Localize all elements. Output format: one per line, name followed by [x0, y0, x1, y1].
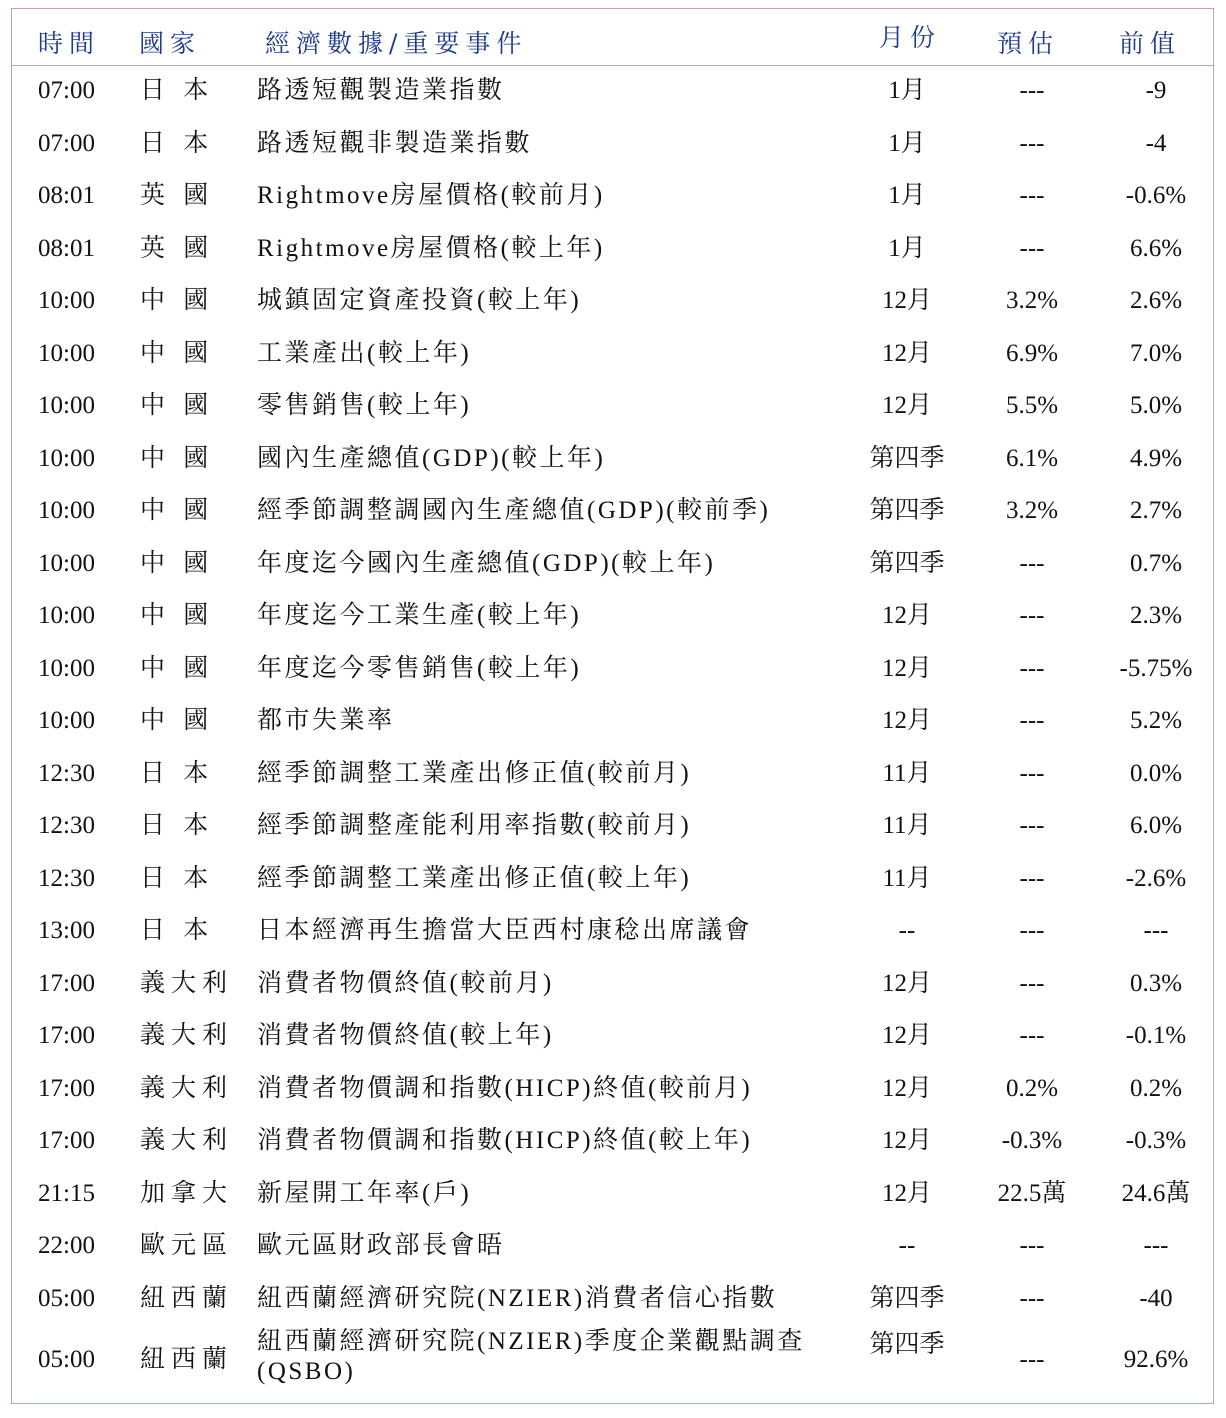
cell-previous: 5.0%: [1129, 392, 1183, 419]
cell-event: 經季節調整工業產出修正值(較前月): [257, 759, 692, 787]
table-row: [0, 590, 1226, 642]
header-previous: 前值: [1119, 29, 1182, 58]
cell-event: 年度迄今工業生產(較上年): [257, 602, 582, 629]
cell-month: 12月: [881, 969, 932, 997]
cell-forecast: ---: [1019, 182, 1045, 209]
cell-month: 1月: [888, 182, 926, 209]
cell-event: Rightmove房屋價格(較前月): [257, 182, 605, 209]
cell-time: 10:00: [38, 654, 95, 682]
cell-month: 12月: [881, 1074, 932, 1102]
table-row: [0, 1273, 1226, 1325]
cell-event: 紐西蘭經濟研究院(NZIER)消費者信心指數: [257, 1284, 778, 1312]
cell-previous: -9: [1145, 77, 1167, 104]
cell-time: 13:00: [38, 917, 95, 944]
cell-previous: 2.6%: [1129, 287, 1183, 314]
cell-event: 國內生產總值(GDP)(較上年): [257, 444, 606, 472]
cell-previous: 24.6萬: [1121, 1179, 1191, 1207]
cell-month: 第四季: [869, 1284, 945, 1312]
cell-month: 1月: [888, 77, 926, 104]
cell-time: 12:30: [38, 759, 95, 787]
cell-event: 經季節調整調國內生產總值(GDP)(較前季): [257, 497, 771, 524]
cell-country: 義大利: [140, 1074, 234, 1102]
cell-country: 紐西蘭: [140, 1346, 234, 1373]
cell-month: 12月: [881, 1127, 932, 1154]
cell-time: 10:00: [38, 444, 95, 472]
cell-forecast: ---: [1019, 1022, 1045, 1049]
cell-time: 07:00: [38, 129, 95, 157]
table-row: [0, 695, 1226, 747]
table-row: [0, 485, 1226, 537]
cell-month: 11月: [882, 864, 932, 892]
cell-country: 日 本: [140, 917, 215, 944]
cell-forecast: ---: [1019, 549, 1045, 577]
cell-event: Rightmove房屋價格(較上年): [257, 234, 605, 262]
cell-event: 經季節調整工業產出修正值(較上年): [257, 864, 692, 892]
cell-forecast: 3.2%: [1005, 497, 1059, 524]
cell-country: 義大利: [140, 1022, 234, 1049]
cell-country: 義大利: [140, 1127, 234, 1154]
cell-event: 路透短觀非製造業指數: [257, 129, 533, 157]
cell-time: 22:00: [38, 1232, 95, 1259]
header-event: 經濟數據/重要事件: [265, 29, 528, 58]
table-row: [0, 905, 1226, 957]
cell-month: 12月: [881, 287, 932, 314]
cell-time: 05:00: [38, 1346, 95, 1373]
cell-event: 新屋開工年率(戶): [257, 1179, 472, 1207]
cell-previous: ---: [1143, 1232, 1169, 1259]
cell-event: 零售銷售(較上年): [257, 392, 472, 419]
cell-country: 中 國: [140, 654, 215, 682]
cell-time: 17:00: [38, 1074, 95, 1102]
cell-time: 08:01: [38, 234, 95, 262]
cell-event: 年度迄今國內生產總值(GDP)(較上年): [257, 549, 716, 577]
cell-month: 12月: [881, 602, 932, 629]
header-time: 時間: [38, 29, 101, 58]
cell-forecast: ---: [1019, 234, 1045, 262]
table-row: [0, 380, 1226, 432]
cell-event: 工業產出(較上年): [257, 339, 472, 367]
cell-time: 17:00: [38, 1127, 95, 1154]
cell-event: 路透短觀製造業指數: [257, 77, 505, 104]
header-country: 國家: [139, 29, 202, 58]
cell-previous: -2.6%: [1125, 864, 1187, 892]
cell-month: 11月: [882, 759, 932, 787]
cell-forecast: 22.5萬: [997, 1179, 1067, 1207]
cell-month: 12月: [881, 1179, 932, 1207]
cell-event: 日本經濟再生擔當大臣西村康稔出席議會: [257, 917, 753, 944]
cell-previous: -5.75%: [1119, 654, 1193, 682]
header-forecast: 預估: [997, 29, 1060, 58]
cell-previous: 6.0%: [1129, 812, 1183, 839]
table-row: [0, 748, 1226, 800]
cell-month: 第四季: [869, 444, 945, 472]
cell-previous: 2.3%: [1129, 602, 1183, 629]
cell-forecast: ---: [1019, 707, 1045, 734]
cell-country: 中 國: [140, 287, 215, 314]
cell-country: 中 國: [140, 602, 215, 629]
cell-event: 消費者物價調和指數(HICP)終值(較上年): [257, 1127, 753, 1154]
cell-forecast: 0.2%: [1005, 1074, 1059, 1102]
cell-time: 10:00: [38, 602, 95, 629]
cell-time: 10:00: [38, 497, 95, 524]
cell-previous: -0.6%: [1125, 182, 1187, 209]
cell-month: --: [898, 1232, 916, 1259]
table-row: [0, 1115, 1226, 1167]
cell-country: 中 國: [140, 444, 215, 472]
cell-country: 英 國: [140, 234, 215, 262]
cell-forecast: ---: [1019, 1284, 1045, 1312]
table-row: [0, 433, 1226, 485]
cell-forecast: ---: [1019, 77, 1045, 104]
cell-time: 07:00: [38, 77, 95, 104]
cell-previous: 0.0%: [1129, 759, 1183, 787]
cell-forecast: 6.9%: [1005, 339, 1059, 367]
cell-forecast: ---: [1019, 1232, 1045, 1259]
cell-time: 12:30: [38, 864, 95, 892]
table-row: [0, 800, 1226, 852]
cell-previous: -40: [1139, 1284, 1173, 1312]
cell-forecast: ---: [1019, 864, 1045, 892]
cell-event: 消費者物價終值(較上年): [257, 1022, 554, 1049]
table-row: [0, 853, 1226, 905]
cell-month: 11月: [882, 812, 932, 839]
cell-time: 17:00: [38, 969, 95, 997]
cell-previous: 7.0%: [1129, 339, 1183, 367]
cell-forecast: ---: [1019, 812, 1045, 839]
cell-month: 第四季: [869, 1331, 945, 1358]
table-header: [11, 8, 1214, 66]
cell-country: 加拿大: [140, 1179, 234, 1207]
cell-country: 日 本: [140, 812, 215, 839]
cell-previous: -4: [1145, 129, 1167, 157]
cell-event: 歐元區財政部長會晤: [257, 1232, 505, 1259]
cell-forecast: 3.2%: [1005, 287, 1059, 314]
table-row: [0, 538, 1226, 590]
cell-event: 紐西蘭經濟研究院(NZIER)季度企業觀點調查(QSBO): [257, 1328, 805, 1385]
cell-previous: -0.1%: [1125, 1022, 1187, 1049]
cell-forecast: ---: [1019, 129, 1045, 157]
cell-time: 10:00: [38, 287, 95, 314]
cell-event: 都市失業率: [257, 707, 395, 734]
cell-country: 歐元區: [140, 1232, 234, 1259]
cell-country: 中 國: [140, 707, 215, 734]
cell-event: 年度迄今零售銷售(較上年): [257, 654, 582, 682]
cell-month: 12月: [881, 654, 932, 682]
cell-forecast: 6.1%: [1005, 444, 1059, 472]
cell-time: 08:01: [38, 182, 95, 209]
cell-forecast: ---: [1019, 1346, 1045, 1373]
header-month: 月份: [879, 23, 942, 52]
cell-event: 經季節調整產能利用率指數(較前月): [257, 812, 692, 839]
cell-country: 中 國: [140, 339, 215, 367]
cell-time: 05:00: [38, 1284, 95, 1312]
table-row: [0, 643, 1226, 695]
cell-previous: 0.3%: [1129, 969, 1183, 997]
cell-country: 中 國: [140, 392, 215, 419]
cell-month: 1月: [888, 129, 926, 157]
cell-event: 城鎮固定資產投資(較上年): [257, 287, 582, 314]
cell-forecast: 5.5%: [1005, 392, 1059, 419]
cell-forecast: ---: [1019, 602, 1045, 629]
cell-time: 10:00: [38, 339, 95, 367]
cell-country: 日 本: [140, 759, 215, 787]
cell-month: 第四季: [869, 497, 945, 524]
cell-month: 1月: [888, 234, 926, 262]
table-row: [0, 1220, 1226, 1272]
cell-country: 義大利: [140, 969, 234, 997]
cell-time: 10:00: [38, 392, 95, 419]
table-row: [0, 275, 1226, 327]
cell-forecast: ---: [1019, 917, 1045, 944]
cell-country: 日 本: [140, 864, 215, 892]
cell-month: 12月: [881, 392, 932, 419]
cell-forecast: -0.3%: [1001, 1127, 1063, 1154]
cell-previous: -0.3%: [1125, 1127, 1187, 1154]
cell-previous: 92.6%: [1123, 1346, 1189, 1373]
cell-forecast: ---: [1019, 969, 1045, 997]
table-row: [0, 65, 1226, 117]
cell-country: 紐西蘭: [140, 1284, 234, 1312]
cell-previous: 6.6%: [1129, 234, 1183, 262]
table-row: [0, 1010, 1226, 1062]
table-row: [0, 958, 1226, 1010]
cell-event: 消費者物價終值(較前月): [257, 969, 554, 997]
cell-country: 日 本: [140, 129, 215, 157]
cell-previous: 2.7%: [1129, 497, 1183, 524]
cell-time: 17:00: [38, 1022, 95, 1049]
cell-previous: 5.2%: [1129, 707, 1183, 734]
cell-forecast: ---: [1019, 654, 1045, 682]
table-row: [0, 1325, 1226, 1395]
cell-country: 日 本: [140, 77, 215, 104]
cell-forecast: ---: [1019, 759, 1045, 787]
cell-month: 12月: [881, 707, 932, 734]
table-row: [0, 328, 1226, 380]
cell-time: 10:00: [38, 549, 95, 577]
cell-month: 12月: [881, 1022, 932, 1049]
cell-previous: 0.7%: [1129, 549, 1183, 577]
cell-month: 第四季: [869, 549, 945, 577]
cell-event: 消費者物價調和指數(HICP)終值(較前月): [257, 1074, 753, 1102]
cell-time: 21:15: [38, 1179, 95, 1207]
cell-country: 英 國: [140, 182, 215, 209]
table-row: [0, 170, 1226, 222]
table-row: [0, 118, 1226, 170]
table-row: [0, 1063, 1226, 1115]
cell-country: 中 國: [140, 497, 215, 524]
cell-month: 12月: [881, 339, 932, 367]
cell-previous: 4.9%: [1129, 444, 1183, 472]
cell-time: 10:00: [38, 707, 95, 734]
table-row: [0, 1168, 1226, 1220]
cell-month: --: [898, 917, 916, 944]
table-row: [0, 223, 1226, 275]
cell-time: 12:30: [38, 812, 95, 839]
cell-previous: ---: [1143, 917, 1169, 944]
cell-country: 中 國: [140, 549, 215, 577]
cell-previous: 0.2%: [1129, 1074, 1183, 1102]
